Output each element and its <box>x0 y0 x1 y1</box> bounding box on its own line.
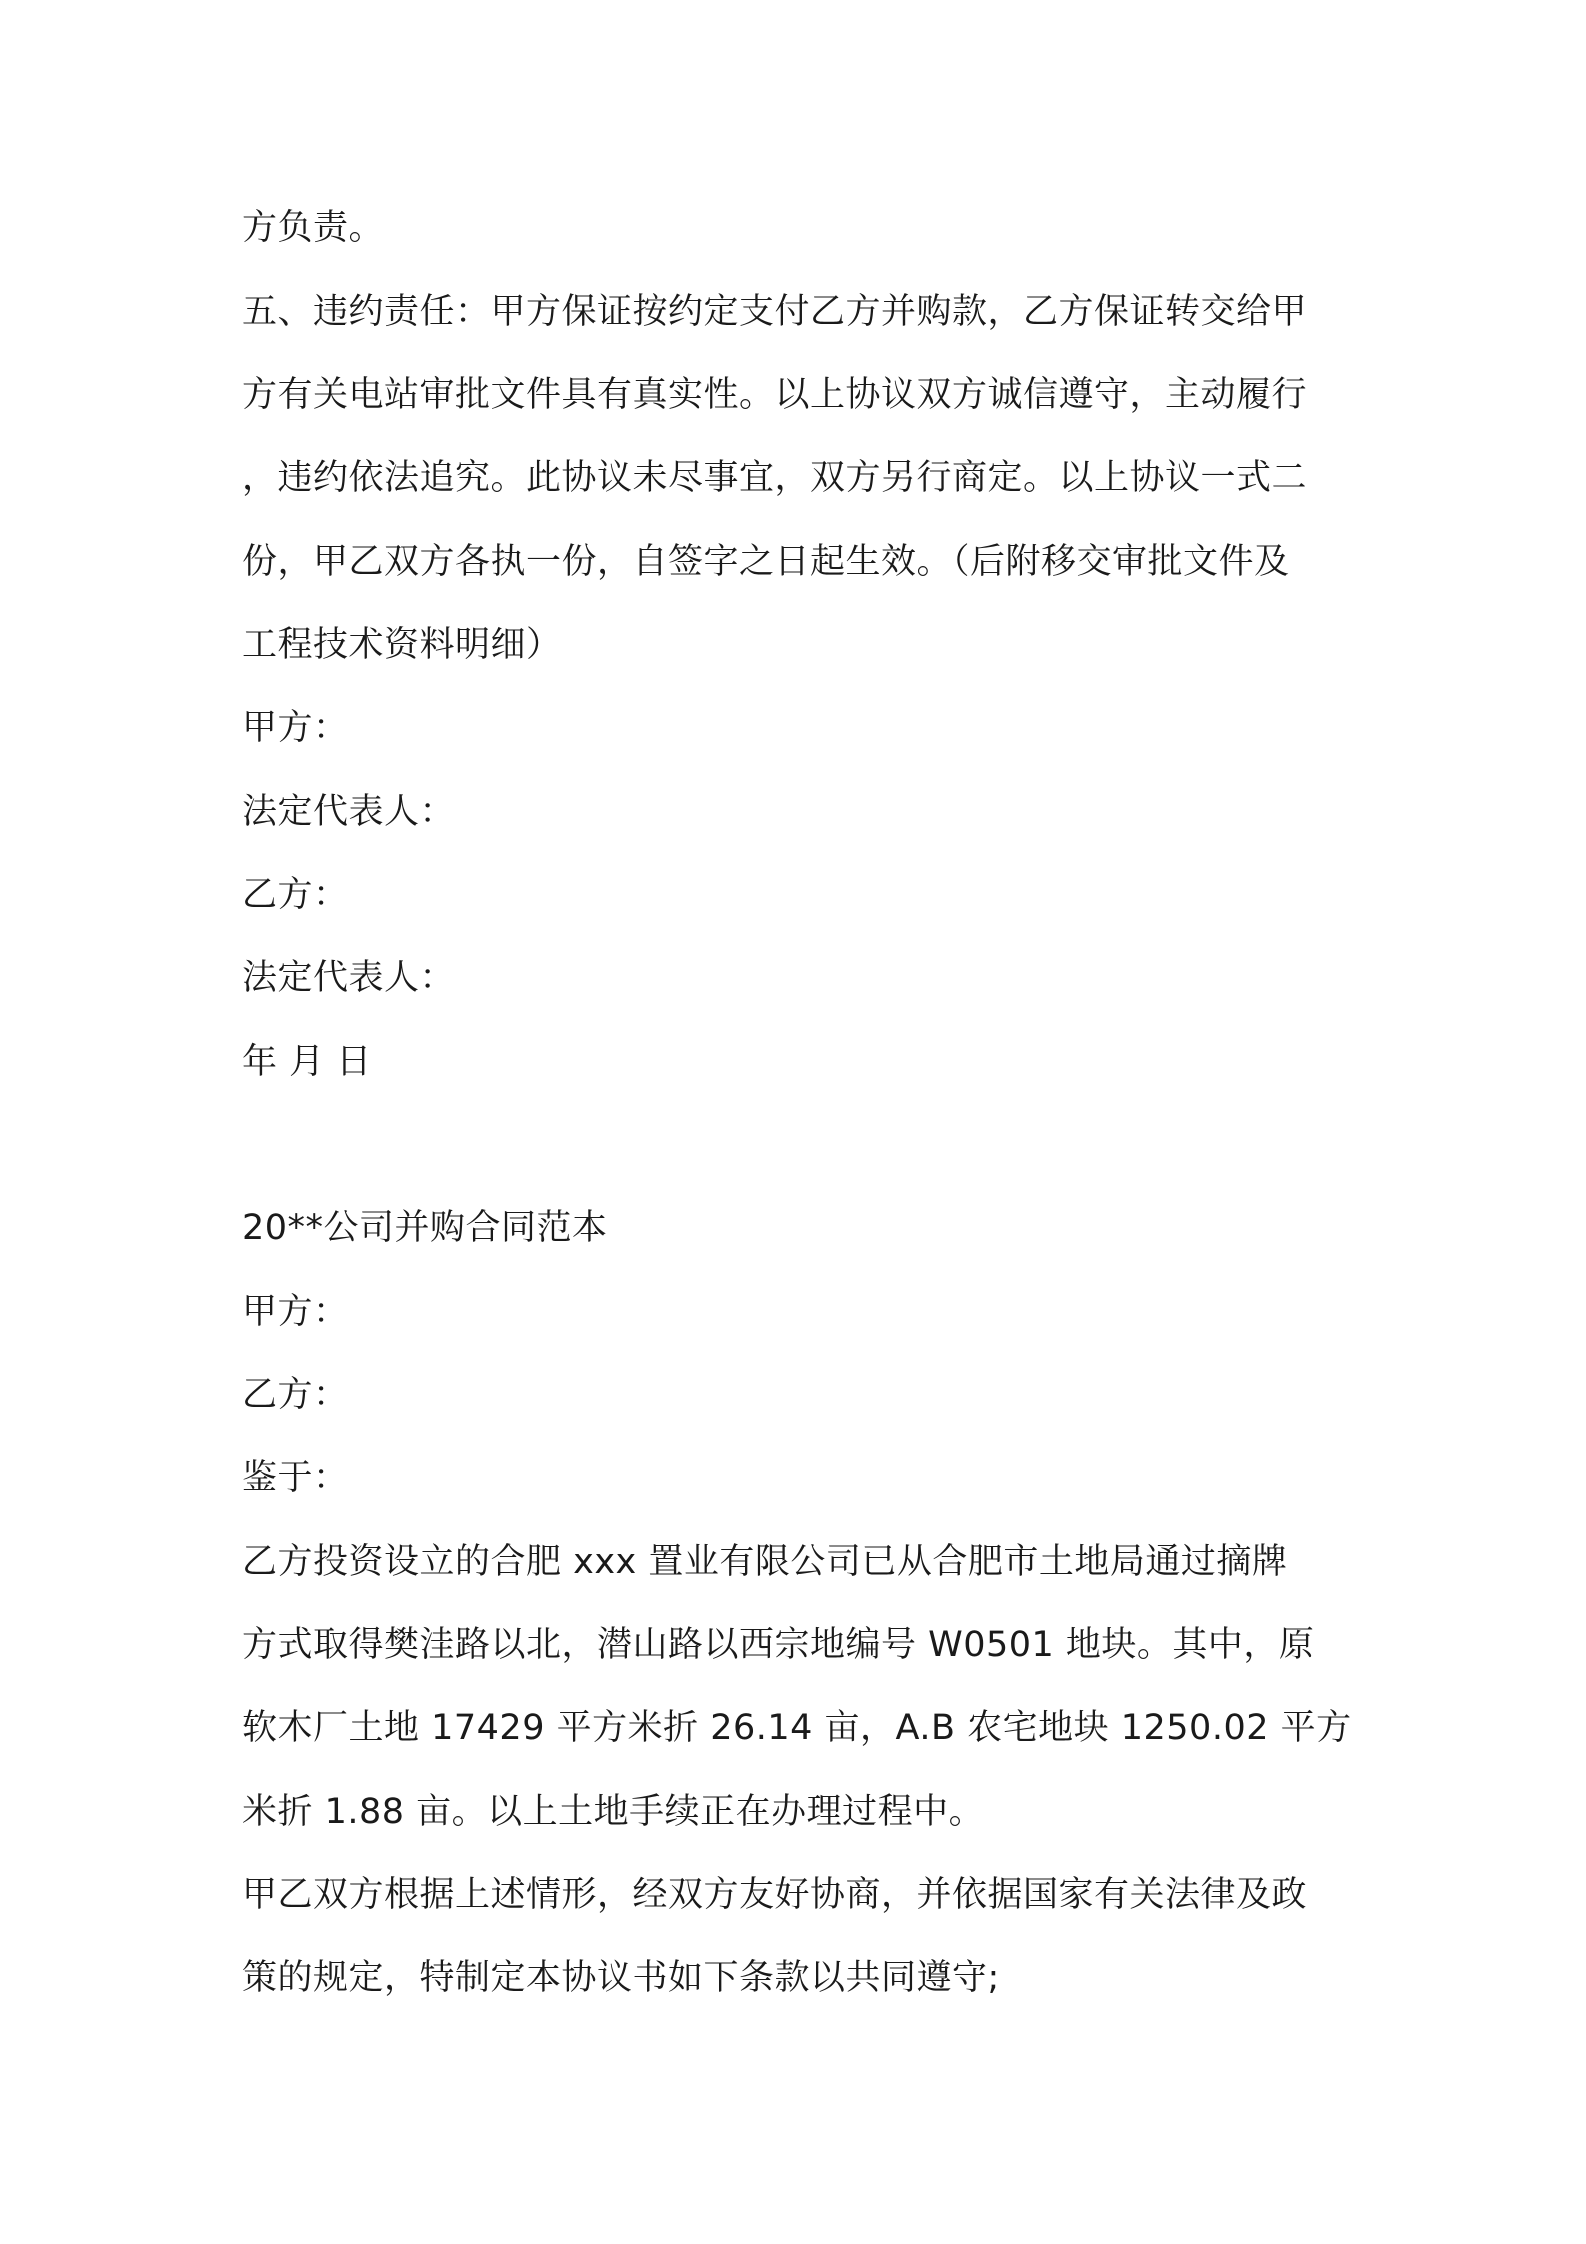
paragraph-line: 方负责。 <box>242 208 385 248</box>
legal-representative-label: 法定代表人： <box>242 958 456 998</box>
paragraph-line: 工程技术资料明细） <box>242 625 562 665</box>
paragraph-line: 策的规定，特制定本协议书如下条款以共同遵守; <box>242 1958 1000 1998</box>
party-a-label: 甲方： <box>242 1292 349 1332</box>
paragraph-line: 软木厂土地 17429 平方米折 26.14 亩，A.B 农宅地块 1250.02 平方 <box>242 1708 1352 1748</box>
clause-five-line: 五、违约责任：甲方保证按约定支付乙方并购款，乙方保证转交给甲 <box>242 292 1308 332</box>
paragraph-line: ，违约依法追究。此协议未尽事宜，双方另行商定。以上协议一式二 <box>242 458 1308 498</box>
paragraph-line: 方有关电站审批文件具有真实性。以上协议双方诚信遵守，主动履行 <box>242 375 1308 415</box>
document-title: 20**公司并购合同范本 <box>242 1208 608 1248</box>
legal-representative-label: 法定代表人： <box>242 792 456 832</box>
party-b-label: 乙方： <box>242 1375 349 1415</box>
paragraph-line: 甲乙双方根据上述情形，经双方友好协商，并依据国家有关法律及政 <box>242 1875 1308 1915</box>
date-line: 年 月 日 <box>242 1042 372 1082</box>
paragraph-line: 份，甲乙双方各执一份，自签字之日起生效。（后附移交审批文件及 <box>242 542 1290 582</box>
paragraph-line: 米折 1.88 亩。以上土地手续正在办理过程中。 <box>242 1792 985 1832</box>
paragraph-line: 方式取得樊洼路以北，潜山路以西宗地编号 W0501 地块。其中，原 <box>242 1625 1315 1665</box>
paragraph-line: 乙方投资设立的合肥 xxx 置业有限公司已从合肥市土地局通过摘牌 <box>242 1542 1288 1582</box>
party-b-label: 乙方： <box>242 875 349 915</box>
party-a-label: 甲方： <box>242 708 349 748</box>
whereas-label: 鉴于： <box>242 1458 349 1498</box>
